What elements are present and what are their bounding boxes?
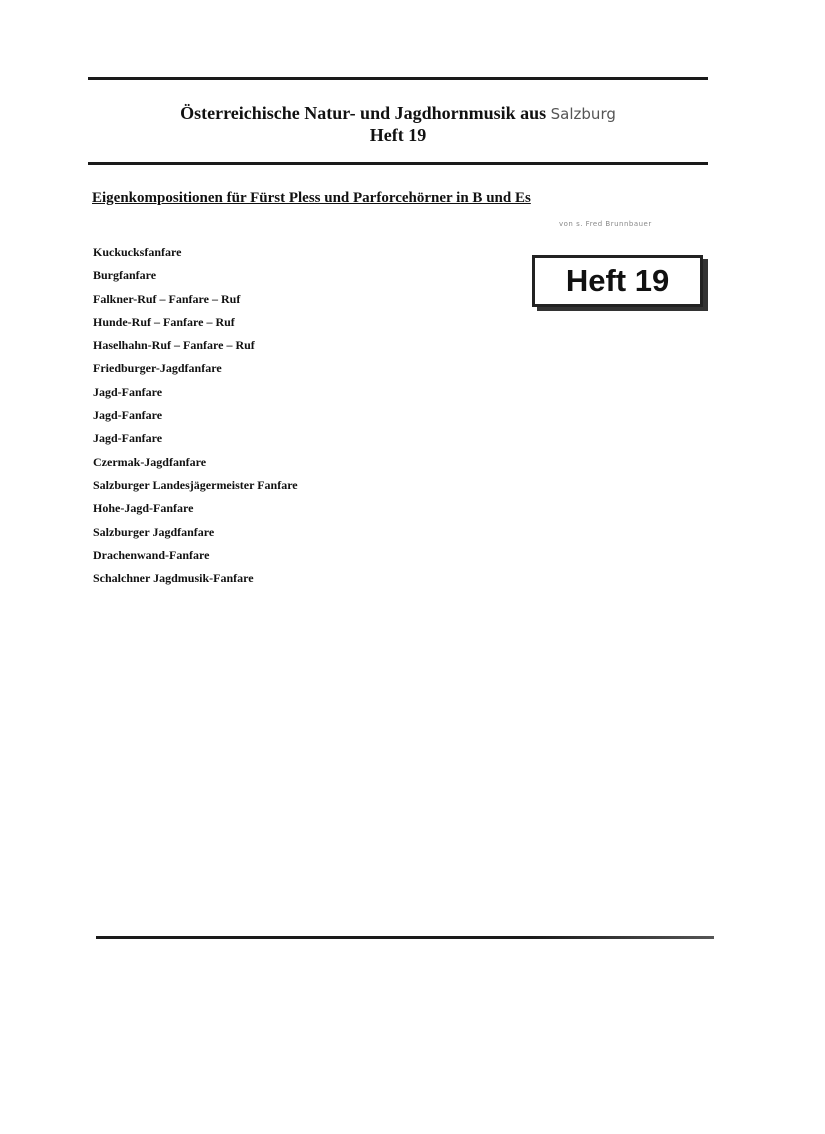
page-title-main: Österreichische Natur- und Jagdhornmusik aus [180,103,547,123]
piece-list [93,241,298,590]
header-divider [88,162,708,165]
list-item: Czermak-Jagdfanfare [93,454,207,469]
list-item: Friedburger-Jagdfanfare [93,361,222,376]
issue-badge: Heft 19 [532,255,703,307]
list-item: Jagd-Fanfare [93,408,163,423]
author-note: von s. Fred Brunnbauer [559,220,652,228]
list-item: Hohe-Jagd-Fanfare [93,501,194,516]
page-subtitle: Heft 19 [369,125,427,145]
top-divider [88,77,708,80]
section-heading: Eigenkompositionen für Fürst Pless und Parforcehörner in B und Es [92,190,531,206]
page-title [88,102,708,125]
list-item: Salzburger Landesjägermeister Fanfare [93,477,298,492]
list-item: Haselhahn-Ruf – Fanfare – Ruf [93,338,255,353]
list-item: Hunde-Ruf – Fanfare – Ruf [93,314,235,329]
list-item: Falkner-Ruf – Fanfare – Ruf [93,291,241,306]
list-item: Burgfanfare [93,268,157,283]
list-item: Salzburger Jagdfanfare [93,524,215,539]
list-item: Jagd-Fanfare [93,384,163,399]
bottom-divider [96,936,714,939]
list-item: Schalchner Jagdmusik-Fanfare [93,571,254,586]
list-item: Jagd-Fanfare [93,431,163,446]
list-item: Kuckucksfanfare [93,245,182,259]
page-title-place: Salzburg [550,105,616,123]
list-item: Drachenwand-Fanfare [93,547,210,562]
